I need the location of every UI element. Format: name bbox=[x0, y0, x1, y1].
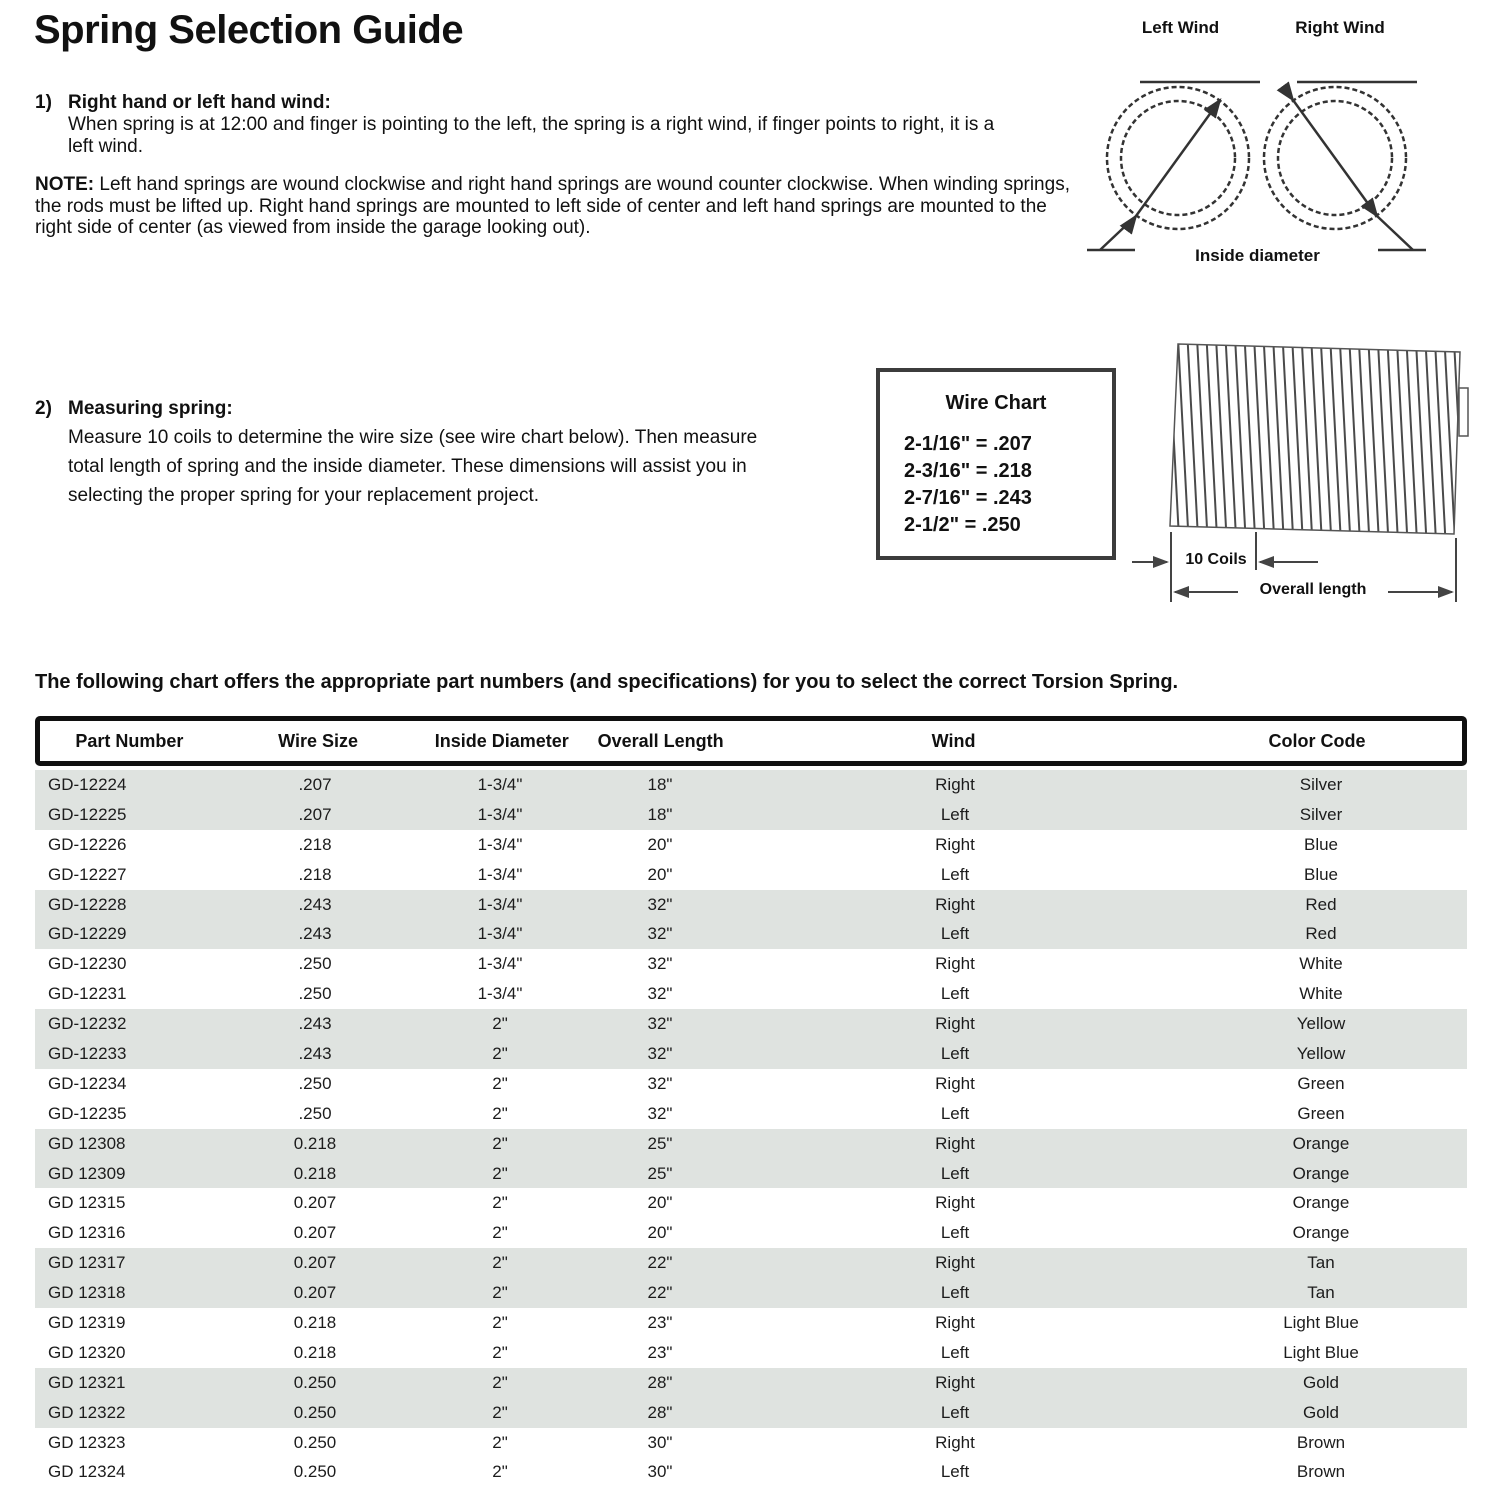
table-cell: Left bbox=[940, 924, 970, 944]
table-cell: 0.207 bbox=[293, 1193, 337, 1213]
table-cell: .250 bbox=[298, 1073, 332, 1093]
table-cell: GD 12316 bbox=[48, 1223, 126, 1243]
table-cell: .207 bbox=[298, 774, 332, 794]
table-row bbox=[35, 800, 1467, 830]
table-row bbox=[35, 770, 1467, 800]
table-row bbox=[35, 1069, 1467, 1099]
table-cell: 2" bbox=[492, 1462, 508, 1482]
table-row bbox=[35, 1308, 1467, 1338]
table-cell: 2" bbox=[492, 1133, 508, 1153]
table-row bbox=[35, 1159, 1467, 1189]
note-paragraph bbox=[35, 174, 1080, 239]
table-cell: Left bbox=[940, 1283, 970, 1303]
table-cell: 2" bbox=[492, 1312, 508, 1332]
column-header-overall-length: Overall Length bbox=[597, 730, 724, 751]
table-cell: 1-3/4" bbox=[477, 924, 523, 944]
section-number: 1) bbox=[35, 92, 52, 113]
table-cell: .243 bbox=[298, 894, 332, 914]
section-number: 2) bbox=[35, 398, 52, 419]
table-cell: Left bbox=[940, 1342, 970, 1362]
table-cell: Blue bbox=[1303, 834, 1339, 854]
table-cell: 1-3/4" bbox=[477, 774, 523, 794]
table-cell: 0.218 bbox=[293, 1312, 337, 1332]
table-cell: GD-12235 bbox=[48, 1103, 127, 1123]
wind-direction-diagram bbox=[1085, 8, 1485, 283]
table-cell: 0.250 bbox=[293, 1462, 337, 1482]
table-cell: 32" bbox=[647, 954, 673, 974]
table-row bbox=[35, 1278, 1467, 1308]
table-cell: GD 12322 bbox=[48, 1402, 126, 1422]
table-cell: White bbox=[1299, 954, 1343, 974]
table-cell: 30" bbox=[647, 1432, 673, 1452]
table-cell: 2" bbox=[492, 1043, 508, 1063]
table-cell: Tan bbox=[1307, 1253, 1335, 1273]
table-cell: Right bbox=[935, 1253, 975, 1273]
coil-end-hook bbox=[1459, 388, 1468, 436]
table-cell: 0.218 bbox=[293, 1163, 337, 1183]
table-cell: 22" bbox=[647, 1253, 673, 1273]
table-cell: .250 bbox=[298, 1103, 332, 1123]
table-cell: GD 12324 bbox=[48, 1462, 126, 1482]
table-cell: Left bbox=[940, 864, 970, 884]
table-cell: GD 12323 bbox=[48, 1432, 126, 1452]
table-cell: GD 12320 bbox=[48, 1342, 126, 1362]
table-cell: 32" bbox=[647, 1043, 673, 1063]
table-header-row bbox=[35, 716, 1467, 766]
table-row bbox=[35, 979, 1467, 1009]
table-cell: GD 12308 bbox=[48, 1133, 126, 1153]
table-cell: 2" bbox=[492, 1223, 508, 1243]
table-cell: .218 bbox=[298, 864, 332, 884]
note-label: NOTE: bbox=[35, 174, 95, 195]
table-cell: 32" bbox=[647, 1073, 673, 1093]
table-cell: Orange bbox=[1292, 1163, 1350, 1183]
table-row bbox=[35, 1398, 1467, 1428]
note-body: Left hand springs are wound clockwise and right hand springs are wound counter clockwise. When winding springs, the rods must be lifted up. Right hand springs are mounted to left side of center and left hand springs are mounted to the right side of center (as viewed from inside the garage looking out). bbox=[35, 174, 1070, 238]
table-cell: 32" bbox=[647, 924, 673, 944]
table-cell: GD-12224 bbox=[48, 774, 127, 794]
table-cell: 25" bbox=[647, 1163, 673, 1183]
table-cell: Tan bbox=[1307, 1283, 1335, 1303]
table-cell: Yellow bbox=[1296, 1014, 1346, 1034]
table-cell: 2" bbox=[492, 1372, 508, 1392]
table-cell: 0.207 bbox=[293, 1283, 337, 1303]
table-cell: 2" bbox=[492, 1342, 508, 1362]
table-cell: .243 bbox=[298, 1014, 332, 1034]
table-cell: 1-3/4" bbox=[477, 834, 523, 854]
table-cell: 32" bbox=[647, 984, 673, 1004]
coil-body bbox=[1170, 344, 1460, 534]
table-cell: Brown bbox=[1296, 1432, 1346, 1452]
table-cell: Left bbox=[940, 1402, 970, 1422]
wire-chart-box bbox=[876, 368, 1116, 560]
table-cell: GD-12230 bbox=[48, 954, 127, 974]
table-cell: GD 12317 bbox=[48, 1253, 126, 1273]
table-cell: 2" bbox=[492, 1432, 508, 1452]
table-cell: Right bbox=[935, 894, 975, 914]
wind-circles-illustration bbox=[1085, 8, 1485, 283]
table-cell: 32" bbox=[647, 1103, 673, 1123]
table-cell: Right bbox=[935, 1133, 975, 1153]
table-cell: Left bbox=[940, 1103, 970, 1123]
section-heading: Measuring spring: bbox=[68, 398, 233, 419]
table-cell: 2" bbox=[492, 1163, 508, 1183]
table-cell: Right bbox=[935, 834, 975, 854]
table-cell: 30" bbox=[647, 1462, 673, 1482]
table-cell: 1-3/4" bbox=[477, 954, 523, 974]
section-measuring-spring bbox=[35, 398, 835, 510]
table-cell: .207 bbox=[298, 804, 332, 824]
table-cell: .250 bbox=[298, 954, 332, 974]
table-cell: Left bbox=[940, 804, 970, 824]
table-cell: Light Blue bbox=[1283, 1342, 1359, 1362]
table-row bbox=[35, 1368, 1467, 1398]
wire-chart-row: 2-7/16" = .243 bbox=[904, 487, 1032, 509]
inside-diameter-label: Inside diameter bbox=[1195, 246, 1320, 265]
table-cell: 0.218 bbox=[293, 1342, 337, 1362]
table-cell: .243 bbox=[298, 924, 332, 944]
table-cell: GD-12226 bbox=[48, 834, 127, 854]
table-cell: 32" bbox=[647, 1014, 673, 1034]
section-body: When spring is at 12:00 and finger is pointing to the left, the spring is a right wind, if finger points to right, it is a left wind. bbox=[68, 114, 995, 157]
table-cell: .218 bbox=[298, 834, 332, 854]
table-cell: 2" bbox=[492, 1193, 508, 1213]
table-cell: 0.218 bbox=[293, 1133, 337, 1153]
table-cell: Right bbox=[935, 1372, 975, 1392]
table-cell: Left bbox=[940, 1163, 970, 1183]
table-cell: Right bbox=[935, 1193, 975, 1213]
table-cell: Red bbox=[1305, 894, 1337, 914]
table-cell: 28" bbox=[647, 1372, 673, 1392]
table-cell: Orange bbox=[1292, 1223, 1350, 1243]
table-cell: 1-3/4" bbox=[477, 984, 523, 1004]
table-cell: GD-12228 bbox=[48, 894, 127, 914]
section-heading: Right hand or left hand wind: bbox=[68, 92, 331, 113]
table-cell: Silver bbox=[1299, 774, 1343, 794]
table-cell: GD-12234 bbox=[48, 1073, 127, 1093]
right-wind-circle bbox=[1264, 82, 1426, 250]
table-cell: 2" bbox=[492, 1283, 508, 1303]
table-row bbox=[35, 1039, 1467, 1069]
wire-chart-rows bbox=[904, 431, 1112, 539]
left-wind-label: Left Wind bbox=[1141, 18, 1220, 37]
table-cell: Right bbox=[935, 774, 975, 794]
table-cell: GD 12318 bbox=[48, 1283, 126, 1303]
table-cell: Right bbox=[935, 1432, 975, 1452]
table-cell: 0.207 bbox=[293, 1223, 337, 1243]
table-cell: Left bbox=[940, 984, 970, 1004]
table-cell: 20" bbox=[647, 834, 673, 854]
table-cell: Green bbox=[1297, 1073, 1345, 1093]
table-cell: White bbox=[1299, 984, 1343, 1004]
table-row bbox=[35, 1338, 1467, 1368]
table-cell: 20" bbox=[647, 1193, 673, 1213]
table-cell: GD 12309 bbox=[48, 1163, 126, 1183]
table-cell: Right bbox=[935, 954, 975, 974]
table-cell: 20" bbox=[647, 1223, 673, 1243]
table-row bbox=[35, 1457, 1467, 1487]
wire-chart-row: 2-3/16" = .218 bbox=[904, 460, 1032, 482]
table-cell: GD-12227 bbox=[48, 864, 127, 884]
table-cell: 25" bbox=[647, 1133, 673, 1153]
wire-chart-row: 2-1/2" = .250 bbox=[904, 514, 1021, 536]
column-header-wire-size: Wire Size bbox=[278, 730, 358, 751]
table-cell: Green bbox=[1297, 1103, 1345, 1123]
table-cell: 32" bbox=[647, 894, 673, 914]
table-cell: 2" bbox=[492, 1073, 508, 1093]
table-row bbox=[35, 1099, 1467, 1129]
coil-illustration bbox=[1126, 330, 1478, 612]
ten-coils-label: 10 Coils bbox=[1185, 551, 1247, 568]
spring-spec-table-body bbox=[35, 770, 1467, 1487]
table-cell: Right bbox=[935, 1312, 975, 1332]
table-cell: GD-12233 bbox=[48, 1043, 127, 1063]
overall-length-label: Overall length bbox=[1259, 581, 1367, 598]
section-body: Measure 10 coils to determine the wire size (see wire chart below). Then measure total length of spring and the inside diameter. These dimensions will assist you in selecting the proper spring for your replacement project. bbox=[68, 427, 758, 506]
table-cell: Orange bbox=[1292, 1133, 1350, 1153]
table-row bbox=[35, 860, 1467, 890]
page-title: Spring Selection Guide bbox=[34, 8, 464, 52]
table-cell: 18" bbox=[647, 804, 673, 824]
section-wind-direction bbox=[35, 92, 1035, 158]
table-cell: Right bbox=[935, 1014, 975, 1034]
table-cell: 0.250 bbox=[293, 1432, 337, 1452]
table-row bbox=[35, 1428, 1467, 1458]
table-row bbox=[35, 1129, 1467, 1159]
table-cell: 23" bbox=[647, 1342, 673, 1362]
table-cell: Blue bbox=[1303, 864, 1339, 884]
wire-chart-title: Wire Chart bbox=[945, 392, 1047, 414]
table-cell: 2" bbox=[492, 1103, 508, 1123]
table-cell: .250 bbox=[298, 984, 332, 1004]
table-cell: 22" bbox=[647, 1283, 673, 1303]
column-header-part-number: Part Number bbox=[75, 730, 184, 751]
table-cell: Left bbox=[940, 1223, 970, 1243]
table-row bbox=[35, 1248, 1467, 1278]
table-intro-text: The following chart offers the appropriate part numbers (and specifications) for you to select the correct Torsion Spring. bbox=[35, 671, 1179, 693]
spring-measure-diagram bbox=[1126, 330, 1478, 612]
table-cell: 0.250 bbox=[293, 1372, 337, 1392]
table-cell: Yellow bbox=[1296, 1043, 1346, 1063]
table-row bbox=[35, 890, 1467, 920]
table-cell: 1-3/4" bbox=[477, 804, 523, 824]
table-row bbox=[35, 830, 1467, 860]
table-row bbox=[35, 1188, 1467, 1218]
table-cell: GD 12315 bbox=[48, 1193, 126, 1213]
table-cell: Red bbox=[1305, 924, 1337, 944]
table-cell: Right bbox=[935, 1073, 975, 1093]
wire-chart-row: 2-1/16" = .207 bbox=[904, 433, 1032, 455]
right-wind-label: Right Wind bbox=[1295, 18, 1385, 37]
table-cell: 2" bbox=[492, 1402, 508, 1422]
table-cell: 1-3/4" bbox=[477, 894, 523, 914]
table-cell: .243 bbox=[298, 1043, 332, 1063]
table-cell: 18" bbox=[647, 774, 673, 794]
table-cell: 23" bbox=[647, 1312, 673, 1332]
table-cell: 2" bbox=[492, 1014, 508, 1034]
table-row bbox=[35, 1218, 1467, 1248]
left-wind-circle bbox=[1087, 82, 1260, 250]
table-cell: Gold bbox=[1303, 1372, 1339, 1392]
column-header-inside-diameter: Inside Diameter bbox=[434, 730, 569, 751]
table-cell: Light Blue bbox=[1283, 1312, 1359, 1332]
table-cell: 1-3/4" bbox=[477, 864, 523, 884]
table-row bbox=[35, 949, 1467, 979]
table-cell: Orange bbox=[1292, 1193, 1350, 1213]
table-cell: Left bbox=[940, 1462, 970, 1482]
table-cell: 28" bbox=[647, 1402, 673, 1422]
table-cell: GD-12229 bbox=[48, 924, 127, 944]
table-cell: GD-12231 bbox=[48, 984, 127, 1004]
table-cell: GD 12321 bbox=[48, 1372, 126, 1392]
table-cell: Gold bbox=[1303, 1402, 1339, 1422]
table-cell: GD 12319 bbox=[48, 1312, 126, 1332]
table-cell: 20" bbox=[647, 864, 673, 884]
table-cell: Brown bbox=[1296, 1462, 1346, 1482]
table-cell: 0.250 bbox=[293, 1402, 337, 1422]
column-header-wind: Wind bbox=[931, 730, 976, 751]
table-cell: 2" bbox=[492, 1253, 508, 1273]
column-header-color-code: Color Code bbox=[1268, 730, 1366, 751]
table-row bbox=[35, 1009, 1467, 1039]
table-cell: Silver bbox=[1299, 804, 1343, 824]
table-cell: Left bbox=[940, 1043, 970, 1063]
table-row bbox=[35, 919, 1467, 949]
table-cell: GD-12225 bbox=[48, 804, 127, 824]
table-cell: 0.207 bbox=[293, 1253, 337, 1273]
table-cell: GD-12232 bbox=[48, 1014, 127, 1034]
